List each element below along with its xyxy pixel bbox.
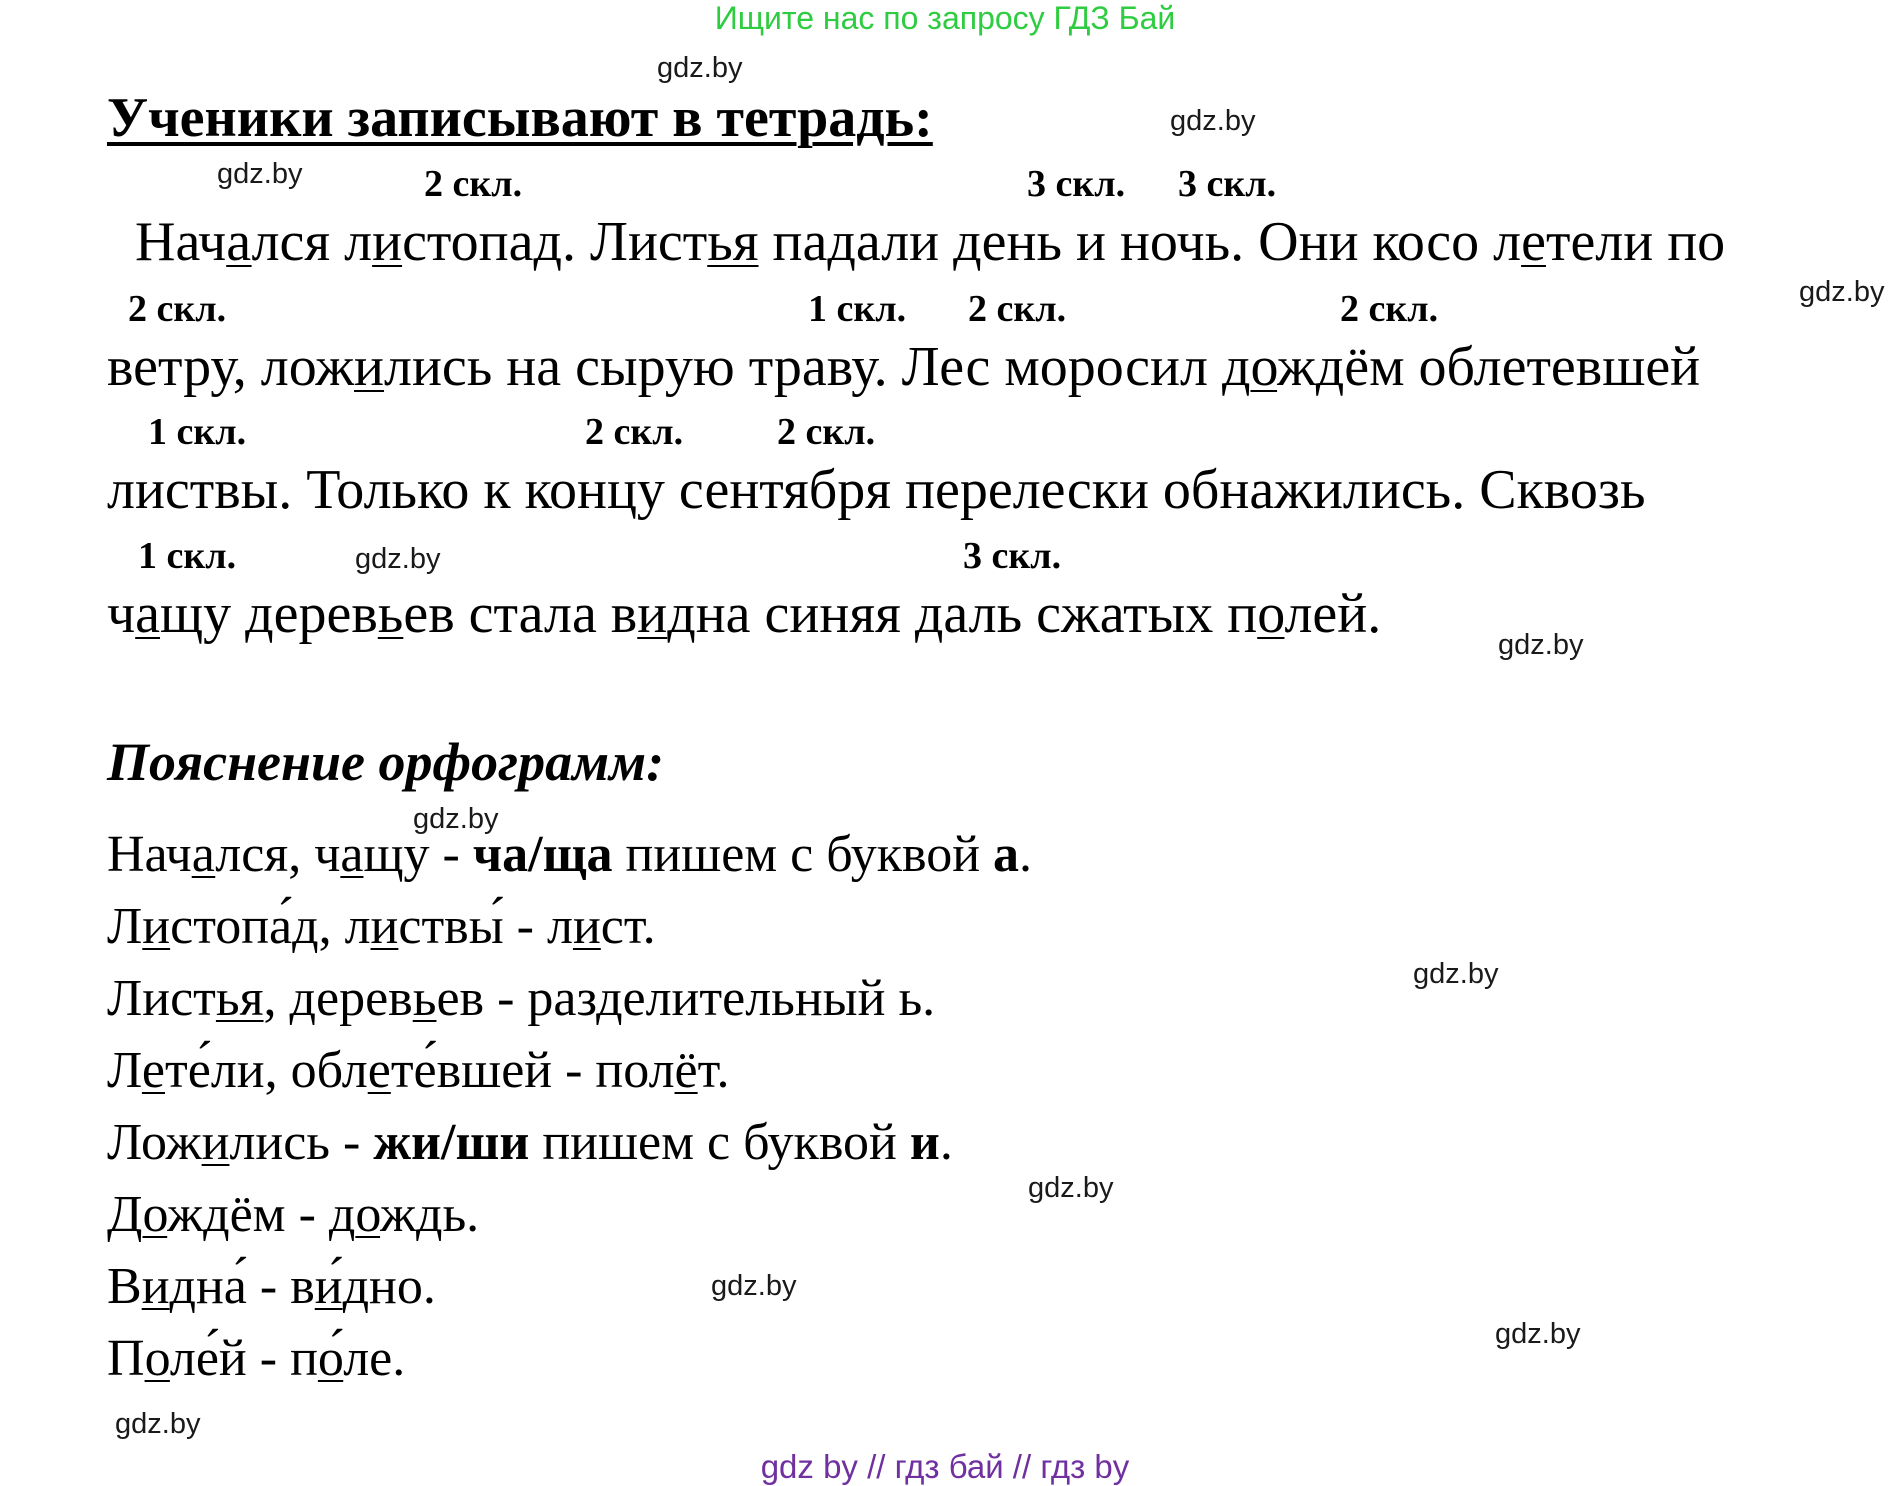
declension-label: 2 скл.	[424, 163, 523, 205]
text-line: листвы. Только к концу сентября перелески обнажились. Сквозь	[107, 459, 1646, 521]
highlighted-letter: и́	[314, 1258, 343, 1315]
search-banner: Ищите нас по запросу ГДЗ Бай	[714, 0, 1176, 36]
watermark: gdz.by	[115, 1408, 201, 1440]
declension-label: 3 скл.	[963, 535, 1062, 577]
explanation-line: Видна́ - ви́дно.	[107, 1258, 436, 1315]
highlighted-letter: а	[340, 826, 364, 883]
highlighted-letter: ья	[215, 970, 264, 1027]
declension-label: 2 скл.	[777, 411, 876, 453]
explanation-line: Начался, чащу - ча/ща пишем с буквой а.	[107, 826, 1033, 883]
watermark: gdz.by	[1495, 1318, 1581, 1350]
declension-label: 3 скл.	[1027, 163, 1126, 205]
text-line: Начался листопад. Листья падали день и ночь. Они косо летели по	[135, 211, 1726, 273]
declension-label: 1 скл.	[808, 288, 907, 330]
highlighted-letter: и	[141, 1258, 170, 1315]
highlighted-letter: и	[142, 898, 171, 955]
watermark: gdz.by	[217, 158, 303, 190]
watermark: gdz.by	[1170, 105, 1256, 137]
highlighted-letter: ь	[377, 583, 404, 645]
explanation-line: Поле́й - по́ле.	[107, 1330, 406, 1387]
highlighted-letter: ё	[674, 1042, 698, 1099]
highlighted-letter: и	[201, 1114, 230, 1171]
watermark: gdz.by	[1028, 1172, 1114, 1204]
highlighted-letter: и	[370, 898, 399, 955]
explanation-line: Листья, деревьев - разделительный ь.	[107, 970, 936, 1027]
highlighted-letter: и	[372, 211, 403, 273]
highlighted-letter: е	[141, 1042, 166, 1099]
watermark: gdz.by	[1498, 629, 1584, 661]
highlighted-letter: о	[1257, 583, 1285, 645]
highlighted-letter: а	[135, 583, 161, 645]
explanation-heading: Пояснение орфограмм:	[107, 732, 665, 792]
declension-label: 2 скл.	[585, 411, 684, 453]
declension-label: 1 скл.	[148, 411, 247, 453]
highlighted-letter: о	[142, 1186, 168, 1243]
declension-label: 2 скл.	[1340, 288, 1439, 330]
watermark: gdz.by	[1413, 958, 1499, 990]
explanation-line: Листопа́д, листвы́ - лист.	[107, 898, 656, 955]
explanation-line: Дождём - дождь.	[107, 1186, 480, 1243]
highlighted-letter: о	[355, 1186, 381, 1243]
watermark: gdz.by	[413, 803, 499, 835]
explanation-line: Лете́ли, облете́вшей - полёт.	[107, 1042, 730, 1099]
worksheet-heading: Ученики записывают в тетрадь:	[107, 87, 933, 149]
watermark: gdz.by	[1799, 276, 1885, 308]
text-line: чащу деревьев стала видна синяя даль сжатых полей.	[107, 583, 1382, 645]
highlighted-letter: ь	[412, 970, 437, 1027]
declension-label: 2 скл.	[968, 288, 1067, 330]
highlighted-letter: е	[367, 1042, 391, 1099]
declension-label: 1 скл.	[138, 535, 237, 577]
declension-label: 3 скл.	[1178, 163, 1277, 205]
highlighted-letter: а	[226, 211, 252, 273]
watermark: gdz.by	[657, 52, 743, 84]
highlighted-letter: ья	[707, 211, 759, 273]
highlighted-letter: о	[144, 1330, 170, 1387]
text-line: ветру, ложились на сырую траву. Лес моросил дождём облетевшей	[107, 336, 1701, 398]
watermark: gdz.by	[711, 1270, 797, 1302]
highlighted-letter: и	[572, 898, 601, 955]
highlighted-letter: а	[191, 826, 216, 883]
watermark: gdz.by	[355, 543, 441, 575]
highlighted-letter: и	[637, 583, 668, 645]
highlighted-letter: о	[1250, 336, 1278, 398]
highlighted-letter: о́	[317, 1330, 344, 1387]
declension-label: 2 скл.	[128, 288, 227, 330]
highlighted-letter: и	[354, 336, 384, 398]
explanation-line: Ложились - жи/ши пишем с буквой и.	[107, 1114, 953, 1171]
highlighted-letter: е	[1521, 211, 1546, 273]
footer-links[interactable]: gdz by // гдз бай // гдз by	[760, 1448, 1130, 1485]
